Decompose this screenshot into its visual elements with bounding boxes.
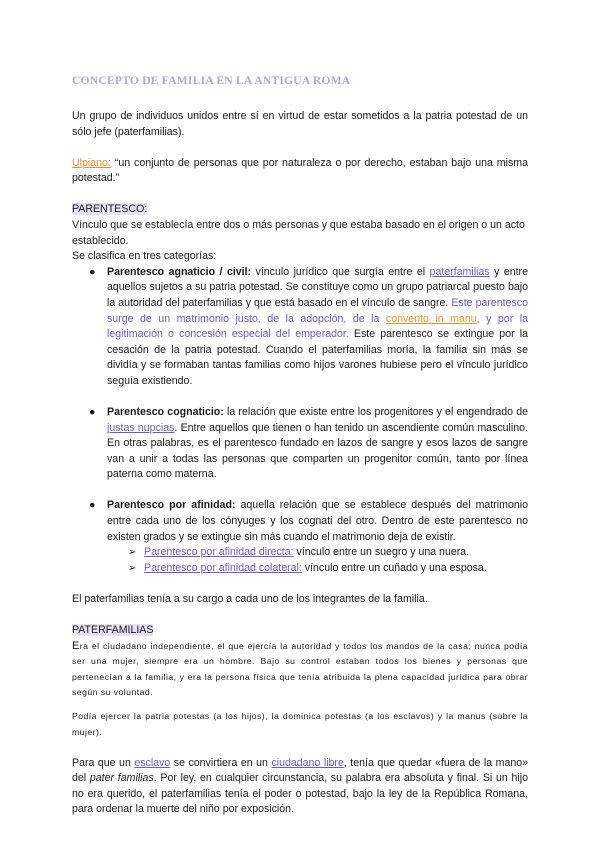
p3-text1: Para que un [72, 756, 135, 769]
sublist-item-colateral [72, 561, 528, 577]
p3-text2: se convirtiera en un [170, 756, 272, 769]
ulpiano-quote: “un conjunto de personas que por naturaleza o por derecho, estaban bajo una misma potestad.” [72, 156, 528, 185]
afinidad-sublist [72, 545, 528, 576]
afinidad-directa-link[interactable]: Parentesco por afinidad directa: [144, 546, 294, 559]
parentesco-list-3 [72, 498, 528, 545]
bullet-icon: ● [89, 265, 96, 278]
p3-text4: . Por ley, en cualquier circunstancia, su palabra era absoluta y final. Si un hijo no era querido, el paterfamilias tenía el poder o potestad, bajo la ley de la República Romana, para ordenar la muerte del niño por exposición. [72, 772, 528, 816]
p3-text3: , tenía que quedar «fuera de la mano» del [72, 756, 529, 785]
paterfamilias-heading-line [72, 623, 528, 639]
sublist-item-directa [72, 545, 528, 561]
esclavo-link[interactable]: esclavo [134, 756, 171, 769]
ciudadano-libre-link[interactable]: ciudadano libre [271, 756, 344, 769]
parentesco-definition: Vínculo que se establecía entre dos o más personas y que estaba basado en el origen o un acto establecido. [72, 218, 525, 247]
agnaticio-purple2: , y por la legitimación o concesión especial del emperador. [107, 312, 528, 341]
agnaticio-term: Parentesco agnaticio / civil: [107, 265, 252, 278]
paterfamilias-p1-text: ra el ciudadano independiente, el que ejercía la autoridad y todos los mandos de la casa; nunca podía ser una mujer, siempre era un hombre. Bajo su control estaban todos los bienes y personas que pertenecían a la familia, y era la persona física que tenía atribuida la plena capacidad jurídica para obrar según su voluntad. [72, 640, 528, 698]
cognaticio-term: Parentesco cognaticio: [107, 406, 224, 418]
parentesco-heading: PARENTESCO: [72, 203, 148, 216]
agnaticio-text2: y entre aquellos sujetos a su patria potestad. Se constituye como un grupo patriarcal puesto bajo la autoridad del paterfamilias y que está basado en el vínculo de sangre. [107, 265, 528, 309]
page-title: CONCEPTO DE FAMILIA EN LA ANTIGUA ROMA [72, 74, 351, 87]
afinidad-colateral-link[interactable]: Parentesco por afinidad colateral: [144, 561, 302, 574]
parentesco-list-2 [72, 405, 528, 483]
paterfamilias-heading: PATERFAMILIAS [72, 624, 154, 637]
paterfamilias-link[interactable]: paterfamilias [429, 265, 490, 278]
justas-nupcias-link[interactable]: justas nupcias [107, 421, 175, 434]
paterfamilias-paragraph-3 [72, 756, 528, 818]
agnaticio-purple1: Este parentesco surge de un matrimonio justo, de la adopción, de la [107, 296, 528, 325]
pater-familias-italic: pater familias [89, 772, 154, 785]
cognaticio-text2: . Entre aquellos que tienen o han tenido un ascendiente común masculino. En otras palabras, es el parentesco fundado en lazos de sangre y esos lazos de sangre van a unir a todas las personas que comparten un progenitor común, tanto por línea paterna como materna. [107, 421, 528, 481]
parentesco-classify: Se clasifica en tres categorías: [72, 250, 217, 263]
afinidad-directa-text: vínculo entre un suegro y una nuera. [293, 546, 470, 559]
bullet-icon: ● [89, 499, 96, 512]
paterfamilias-paragraph-1 [72, 639, 528, 701]
list-item-cognaticio [72, 405, 528, 483]
parentesco-heading-line [72, 202, 528, 218]
agnaticio-text1: vínculo jurídico que surgía entre el [251, 265, 430, 278]
ulpiano-link[interactable]: Ulpiano: [72, 156, 111, 169]
intro-paragraph: Un grupo de individuos unidos entre sí en virtud de estar sometidos a la patria potestad de un sólo jefe (paterfamilias). [72, 110, 528, 138]
pater-line: El paterfamilias tenía a su cargo a cada uno de los integrantes de la familia. [72, 592, 428, 605]
list-item-afinidad [72, 498, 528, 545]
cognaticio-text1: la relación que existe entre los progenitores y el engendrado de [223, 406, 529, 418]
convento-in-manu-link[interactable]: convento in manu [385, 312, 477, 325]
arrow-bullet-icon: ➢ [128, 547, 137, 559]
afinidad-term: Parentesco por afinidad: [107, 499, 236, 512]
list-item-agnaticio [72, 265, 528, 390]
afinidad-colateral-text: vínculo entre un cuñado y una esposa. [301, 561, 487, 574]
drop-letter: E [72, 639, 80, 652]
document-page [72, 70, 528, 818]
bullet-icon: ● [89, 406, 96, 418]
afinidad-text: aquella relación que se establece después del matrimonio entre cada uno de los cónyuges y los cognati del otro. Dentro de este parentesco no existen grados y se extingue sin más cuando el matrimonio deja de existir. [107, 499, 528, 543]
parentesco-list [72, 265, 528, 390]
arrow-bullet-icon: ➢ [128, 562, 137, 574]
paterfamilias-paragraph-2: Podía ejercer la patria potestas (a los hijos), la dominica potestas (a los esclavos) y la manus (sobre la mujer). [72, 711, 528, 737]
agnaticio-text3: Este parentesco se extingue por la cesación de la patria potestad. Cuando el paterfamilias moría, la familia sin más se dividía y se formaban tantas familias como hijos varones hubiese pero el vínculo jurídico seguía existiendo. [107, 328, 529, 387]
ulpiano-paragraph [72, 156, 528, 187]
